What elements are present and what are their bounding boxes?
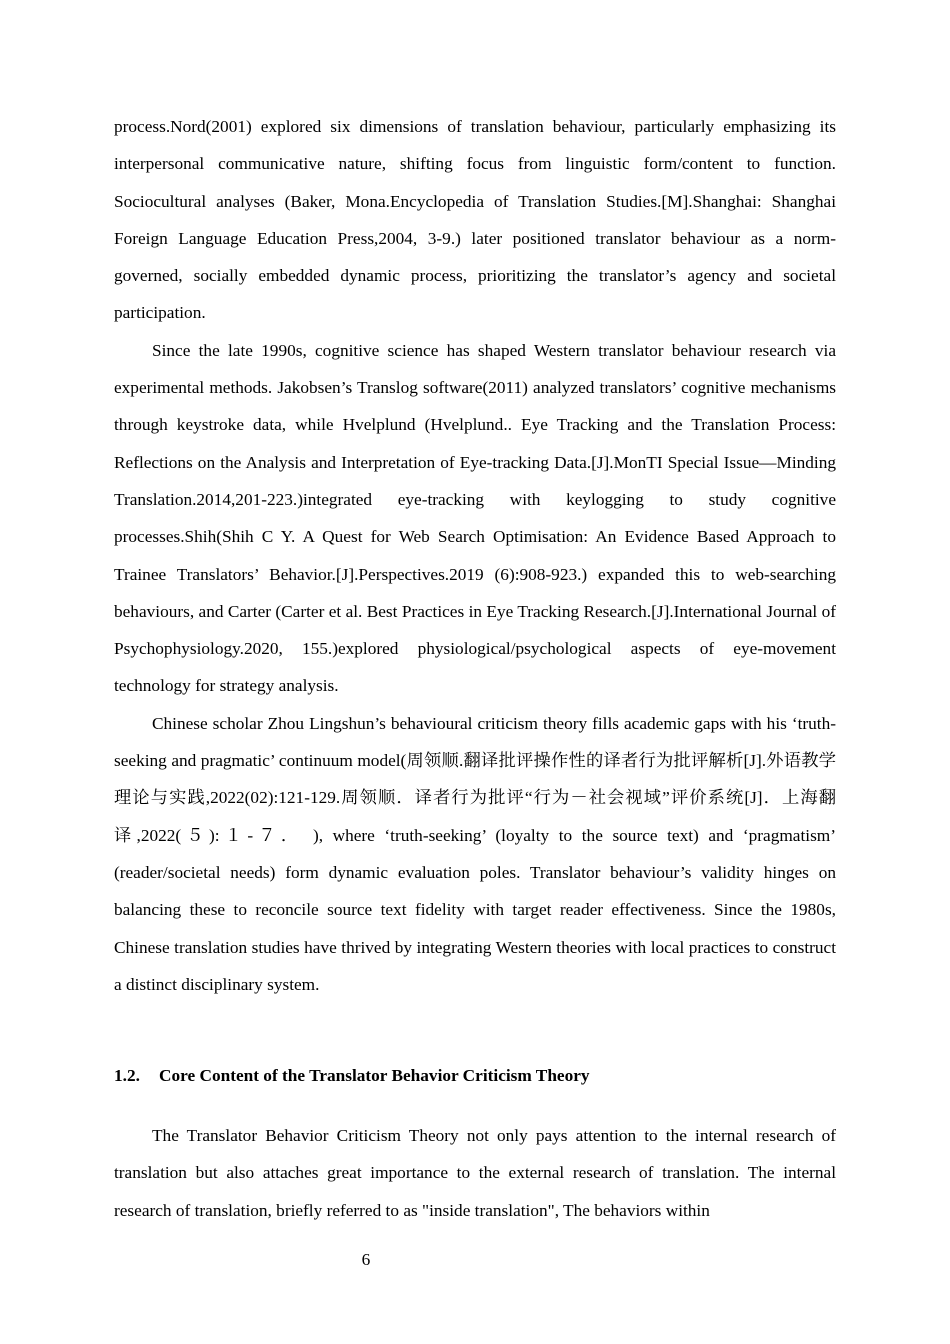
paragraph-4: The Translator Behavior Criticism Theory not only pays attention to the internal research of translation but also attaches great importance to the external research of translation. The internal research of translation, briefly referred to as "inside translation", The behaviors within	[114, 1126, 836, 1220]
section-title: Core Content of the Translator Behavior Criticism Theory	[159, 1066, 590, 1085]
paragraph-3: Chinese scholar Zhou Lingshun’s behavioural criticism theory fills academic gaps with his ‘truth-seeking and pragmatic’ continuum model(周领顺.翻译批评操作性的译者行为批评解析[J].外语教学理论与实践,2022(02):121-129.周领顺．译者行为批评“行为－社会视域”评价系统[J]．上海翻译,2022(５):１-７． ), where ‘truth-seeking’ (loyalty to the source text) and ‘pragmatism’ (reader/societal needs) form dynamic evaluation poles. Translator behaviour’s validity hinges on balancing these to reconcile source text fidelity with target reader effectiveness. Since the 1980s, Chinese translation studies have thrived by integrating Western theories with local practices to construct a distinct disciplinary system.	[114, 713, 836, 994]
paragraph-1: process.Nord(2001) explored six dimensions of translation behaviour, particularly emphasizing its interpersonal communicative nature, shifting focus from linguistic form/content to function. Sociocultural analyses (Baker, Mona.Encyclopedia of Translation Studies.[M].Shanghai: Shanghai Foreign Language Education Press,2004, 3-9.) later positioned translator behaviour as a norm-governed, socially embedded dynamic process, prioritizing the translator’s agency and societal participation.	[114, 117, 836, 323]
document-page	[114, 108, 836, 1220]
section-number: 1.2.	[114, 1066, 140, 1085]
paragraph-2: Since the late 1990s, cognitive science has shaped Western translator behaviour research via experimental methods. Jakobsen’s Translog software(2011) analyzed translators’ cognitive mechanisms through keystroke data, while Hvelplund (Hvelplund.. Eye Tracking and the Translation Process: Reflections on the Analysis and Interpretation of Eye-tracking Data.[J].MonTI Special Issue—Minding Translation.2014,201-223.)integrated eye-tracking with keylogging to study cognitive processes.Shih(Shih C Y. A Quest for Web Search Optimisation: An Evidence Based Approach to Trainee Translators’ Behavior.[J].Perspectives.2019 (6):908-923.) expanded this to web-searching behaviours, and Carter (Carter et al. Best Practices in Eye Tracking Research.[J].International Journal of Psychophysiology.2020, 155.)explored physiological/psychological aspects of eye-movement technology for strategy analysis.	[114, 340, 836, 696]
section-body	[114, 1117, 836, 1229]
page-number: 6	[361, 1250, 371, 1269]
section-heading	[114, 1064, 590, 1088]
